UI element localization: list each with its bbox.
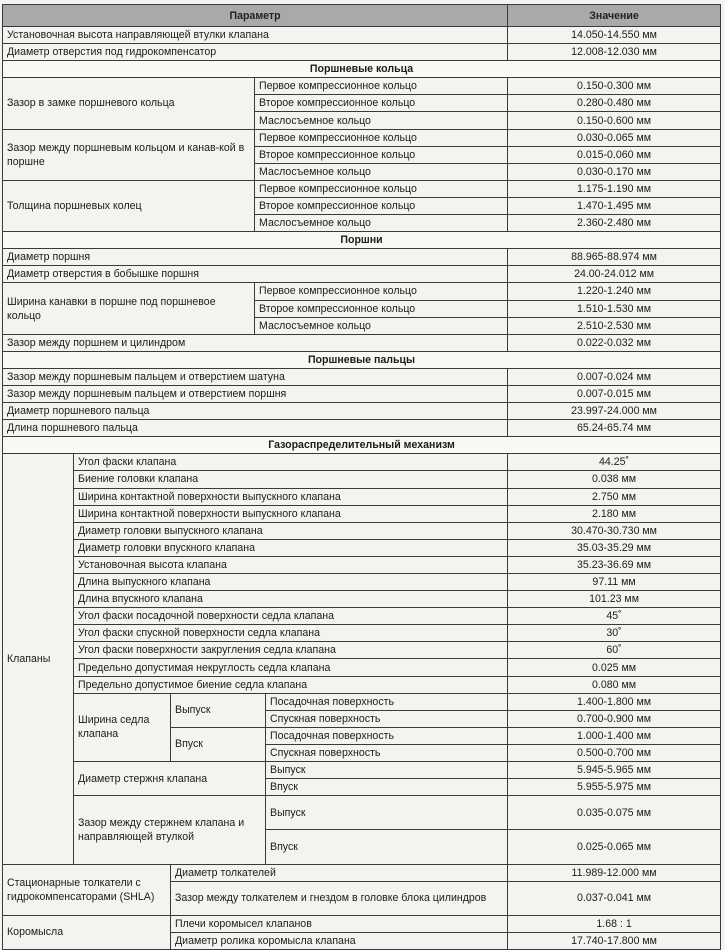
- value-cell: 17.740-17.800 мм: [508, 932, 721, 949]
- param-cell: Длина выпускного клапана: [74, 574, 508, 591]
- value-cell: 97.11 мм: [508, 574, 721, 591]
- value-cell: 1.000-1.400 мм: [508, 727, 721, 744]
- value-cell: 60˚: [508, 642, 721, 659]
- intake-label: Впуск: [171, 727, 266, 761]
- param-cell: Угол фаски спускной поверхности седла клапана: [74, 625, 508, 642]
- table-row: [3, 454, 721, 471]
- param-cell: Диаметр головки выпускного клапана: [74, 522, 508, 539]
- value-cell: 2.750 мм: [508, 488, 721, 505]
- table-row: [3, 659, 721, 676]
- value-cell: 65.24-65.74 мм: [508, 420, 721, 437]
- value-cell: 5.955-5.975 мм: [508, 779, 721, 796]
- stem-clearance-label: Зазор между стержнем клапана и направляющей втулкой: [74, 796, 266, 864]
- group-label-valves: Клапаны: [3, 454, 74, 864]
- value-cell: 35.03-35.29 мм: [508, 539, 721, 556]
- sub-param-cell: Выпуск: [266, 796, 508, 830]
- sub-param-cell: Плечи коромысел клапанов: [171, 915, 508, 932]
- table-row: [3, 403, 721, 420]
- sub-param-cell: Посадочная поверхность: [266, 693, 508, 710]
- sub-param-cell: Первое компрессионное кольцо: [255, 129, 508, 146]
- sub-param-cell: Первое компрессионное кольцо: [255, 283, 508, 300]
- param-cell: Зазор между поршневым пальцем и отверстием шатуна: [3, 368, 508, 385]
- sub-param-cell: Второе компрессионное кольцо: [255, 197, 508, 214]
- section-title: Поршни: [3, 232, 721, 249]
- table-row: [3, 676, 721, 693]
- table-row: [3, 915, 721, 932]
- table-row: [3, 608, 721, 625]
- sub-param-cell: Выпуск: [266, 762, 508, 779]
- value-cell: 24.00-24.012 мм: [508, 266, 721, 283]
- group-label: Зазор между поршневым кольцом и канав-кой в поршне: [3, 129, 255, 180]
- param-cell: Биение головки клапана: [74, 471, 508, 488]
- table-row: [3, 180, 721, 197]
- group-label: Толщина поршневых колец: [3, 180, 255, 231]
- value-cell: 0.015-0.060 мм: [508, 146, 721, 163]
- value-cell: 1.510-1.530 мм: [508, 300, 721, 317]
- table-row: [3, 625, 721, 642]
- sub-param-cell: Первое компрессионное кольцо: [255, 180, 508, 197]
- param-cell: Длина поршневого пальца: [3, 420, 508, 437]
- value-cell: 0.150-0.300 мм: [508, 78, 721, 95]
- sub-param-cell: Спускная поверхность: [266, 710, 508, 727]
- value-cell: 35.23-36.69 мм: [508, 556, 721, 573]
- table-row: [3, 522, 721, 539]
- value-cell: 1.400-1.800 мм: [508, 693, 721, 710]
- value-cell: 0.007-0.015 мм: [508, 385, 721, 402]
- value-cell: 0.022-0.032 мм: [508, 334, 721, 351]
- value-cell: 0.007-0.024 мм: [508, 368, 721, 385]
- table-row: [3, 505, 721, 522]
- param-cell: Предельно допустимая некруглость седла клапана: [74, 659, 508, 676]
- section-row: [3, 232, 721, 249]
- exhaust-label: Выпуск: [171, 693, 266, 727]
- param-cell: Ширина контактной поверхности выпускного клапана: [74, 505, 508, 522]
- param-cell: Угол фаски клапана: [74, 454, 508, 471]
- table-row: [3, 642, 721, 659]
- param-cell: Установочная высота клапана: [74, 556, 508, 573]
- sub-param-cell: Второе компрессионное кольцо: [255, 146, 508, 163]
- value-cell: 44.25˚: [508, 454, 721, 471]
- param-cell: Диаметр поршня: [3, 249, 508, 266]
- table-header-row: [3, 5, 721, 27]
- value-cell: 5.945-5.965 мм: [508, 762, 721, 779]
- value-cell: 23.997-24.000 мм: [508, 403, 721, 420]
- param-cell: Зазор между поршневым пальцем и отверстием поршня: [3, 385, 508, 402]
- section-title: Поршневые пальцы: [3, 351, 721, 368]
- sub-param-cell: Спускная поверхность: [266, 744, 508, 761]
- param-cell: Предельно допустимое биение седла клапана: [74, 676, 508, 693]
- stem-diameter-label: Диаметр стержня клапана: [74, 762, 266, 796]
- value-cell: 88.965-88.974 мм: [508, 249, 721, 266]
- param-cell: Установочная высота направляющей втулки клапана: [3, 27, 508, 44]
- table-row: [3, 471, 721, 488]
- sub-param-cell: Посадочная поверхность: [266, 727, 508, 744]
- table-row: [3, 266, 721, 283]
- table-row: [3, 574, 721, 591]
- spec-table: [2, 4, 721, 950]
- sub-param-cell: Впуск: [266, 779, 508, 796]
- value-cell: 12.008-12.030 мм: [508, 44, 721, 61]
- table-row: [3, 27, 721, 44]
- section-row: [3, 437, 721, 454]
- value-cell: 0.037-0.041 мм: [508, 881, 721, 915]
- param-cell: Диаметр отверстия под гидрокомпенсатор: [3, 44, 508, 61]
- value-cell: 0.025 мм: [508, 659, 721, 676]
- param-cell: Длина впускного клапана: [74, 591, 508, 608]
- value-cell: 2.510-2.530 мм: [508, 317, 721, 334]
- param-cell: Ширина контактной поверхности выпускного клапана: [74, 488, 508, 505]
- value-cell: 0.030-0.170 мм: [508, 163, 721, 180]
- seat-width-label: Ширина седла клапана: [74, 693, 171, 761]
- param-cell: Угол фаски посадочной поверхности седла клапана: [74, 608, 508, 625]
- table-row: [3, 334, 721, 351]
- table-row: [3, 796, 721, 813]
- value-cell: 0.030-0.065 мм: [508, 129, 721, 146]
- sub-param-cell: Диаметр ролика коромысла клапана: [171, 932, 508, 949]
- value-cell: 0.080 мм: [508, 676, 721, 693]
- table-row: [3, 539, 721, 556]
- value-cell: 30˚: [508, 625, 721, 642]
- group-label: Ширина канавки в поршне под поршневое кольцо: [3, 283, 255, 334]
- table-row: [3, 420, 721, 437]
- section-row: [3, 61, 721, 78]
- sub-param-cell: Маслосъемное кольцо: [255, 317, 508, 334]
- table-row: [3, 249, 721, 266]
- value-cell: 14.050-14.550 мм: [508, 27, 721, 44]
- shla-label: Стационарные толкатели с гидрокомпенсаторами (SHLA): [3, 864, 171, 915]
- table-row: [3, 283, 721, 300]
- section-row: [3, 351, 721, 368]
- value-cell: 11.989-12.000 мм: [508, 864, 721, 881]
- value-cell: 0.035-0.075 мм: [508, 796, 721, 830]
- value-cell: 0.280-0.480 мм: [508, 95, 721, 112]
- sub-param-cell: Второе компрессионное кольцо: [255, 300, 508, 317]
- sub-param-cell: Маслосъемное кольцо: [255, 163, 508, 180]
- table-row: [3, 78, 721, 95]
- value-cell: 101.23 мм: [508, 591, 721, 608]
- sub-param-cell: Маслосъемное кольцо: [255, 215, 508, 232]
- sub-param-cell: Диаметр толкателей: [171, 864, 508, 881]
- table-row: [3, 864, 721, 881]
- table-row: [3, 693, 721, 710]
- table-row: [3, 368, 721, 385]
- value-cell: 0.500-0.700 мм: [508, 744, 721, 761]
- value-cell: 1.220-1.240 мм: [508, 283, 721, 300]
- param-cell: Диаметр головки впускного клапана: [74, 539, 508, 556]
- param-cell: Угол фаски поверхности закругления седла клапана: [74, 642, 508, 659]
- sub-param-cell: Маслосъемное кольцо: [255, 112, 508, 129]
- value-cell: 30.470-30.730 мм: [508, 522, 721, 539]
- table-row: [3, 129, 721, 146]
- param-cell: Диаметр поршневого пальца: [3, 403, 508, 420]
- sub-param-cell: Впуск: [266, 830, 508, 864]
- value-cell: 0.700-0.900 мм: [508, 710, 721, 727]
- param-cell: Диаметр отверстия в бобышке поршня: [3, 266, 508, 283]
- value-cell: 1.68 : 1: [508, 915, 721, 932]
- sub-param-cell: Зазор между толкателем и гнездом в головке блока цилиндров: [171, 881, 508, 915]
- table-row: [3, 762, 721, 779]
- section-title: Поршневые кольца: [3, 61, 721, 78]
- param-column-header: Параметр: [3, 5, 508, 27]
- value-cell: 1.470-1.495 мм: [508, 197, 721, 214]
- value-cell: 0.025-0.065 мм: [508, 830, 721, 864]
- table-row: [3, 385, 721, 402]
- value-cell: 45˚: [508, 608, 721, 625]
- value-cell: 2.360-2.480 мм: [508, 215, 721, 232]
- table-row: [3, 44, 721, 61]
- sub-param-cell: Первое компрессионное кольцо: [255, 78, 508, 95]
- value-cell: 0.038 мм: [508, 471, 721, 488]
- value-cell: 0.150-0.600 мм: [508, 112, 721, 129]
- rocker-label: Коромысла: [3, 915, 171, 949]
- table-row: [3, 591, 721, 608]
- value-cell: 1.175-1.190 мм: [508, 180, 721, 197]
- table-row: [3, 556, 721, 573]
- value-cell: 2.180 мм: [508, 505, 721, 522]
- value-column-header: Значение: [508, 5, 721, 27]
- sub-param-cell: Второе компрессионное кольцо: [255, 95, 508, 112]
- group-label: Зазор в замке поршневого кольца: [3, 78, 255, 129]
- section-title: Газораспределительный механизм: [3, 437, 721, 454]
- param-cell: Зазор между поршнем и цилиндром: [3, 334, 508, 351]
- table-row: [3, 488, 721, 505]
